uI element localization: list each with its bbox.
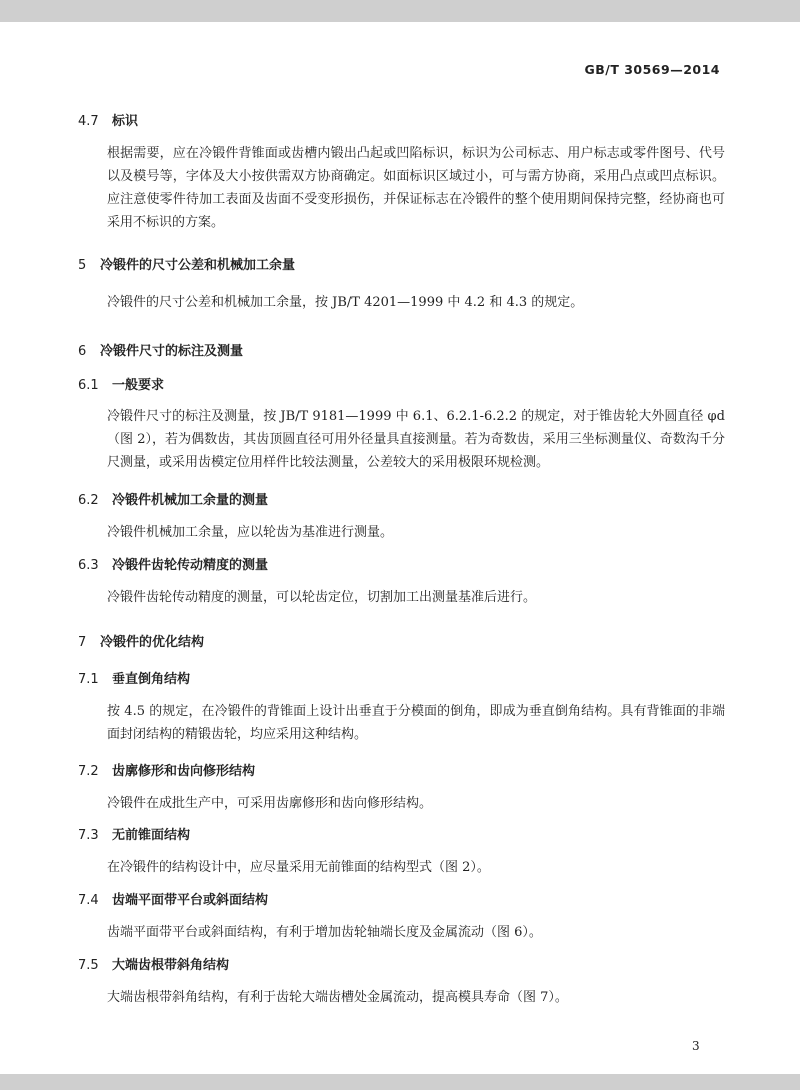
- section-7-heading: [78, 631, 204, 650]
- section-number: 7.1: [78, 672, 99, 687]
- section-title: 标识: [112, 114, 139, 129]
- section-5-body: 冷锻件的尺寸公差和机械加工余量，按 JB/T 4201—1999 中 4.2 和 4.3 的规定。: [107, 295, 584, 310]
- section-title: 冷锻件机械加工余量的测量: [112, 493, 269, 508]
- section-7-1-body: 按 4.5 的规定，在冷锻件的背锥面上设计出垂直于分模面的倒角，即成为垂直倒角结构。具有背锥面的非端面封闭结构的精锻齿轮，均应采用这种结构。: [107, 704, 725, 742]
- section-6-3-body: 冷锻件齿轮传动精度的测量，可以轮齿定位，切割加工出测量基准后进行。: [107, 590, 537, 605]
- section-title: 冷锻件尺寸的标注及测量: [100, 344, 244, 359]
- section-title: 冷锻件的优化结构: [100, 635, 205, 650]
- section-4-7-heading: [78, 110, 138, 129]
- section-6-1-body: 冷锻件尺寸的标注及测量，按 JB/T 9181—1999 中 6.1、6.2.1-6.2.2 的规定，对于锥齿轮大外圆直径 φd（图 2），若为偶数齿，其齿顶圆直径可用外径量具直接测量。若为奇数齿，采用三坐标测量仪、奇数沟千分尺测量，或采用齿模定位用样件比较法测量，公差较大的采用极限环规检测。: [107, 409, 725, 470]
- section-7-2-heading: [78, 760, 255, 779]
- section-7-2-body: 冷锻件在成批生产中，可采用齿廓修形和齿向修形结构。: [107, 796, 433, 811]
- section-7-4-body: 齿端平面带平台或斜面结构，有利于增加齿轮轴端长度及金属流动（图 6）。: [107, 925, 542, 940]
- section-7-4-heading: [78, 889, 268, 908]
- section-7-5-body: 大端齿根带斜角结构，有利于齿轮大端齿槽处金属流动，提高模具寿命（图 7）。: [107, 990, 568, 1005]
- section-5-heading: [78, 254, 295, 273]
- section-title: 冷锻件的尺寸公差和机械加工余量: [100, 258, 296, 273]
- section-6-2-body: 冷锻件机械加工余量，应以轮齿为基准进行测量。: [107, 525, 394, 540]
- section-title: 垂直倒角结构: [112, 672, 191, 687]
- section-title: 无前锥面结构: [112, 828, 191, 843]
- section-title: 大端齿根带斜角结构: [112, 958, 230, 973]
- standard-number: GB/T 30569—2014: [584, 62, 720, 77]
- section-number: 6.3: [78, 558, 99, 573]
- section-6-1-heading: [78, 374, 164, 393]
- section-7-3-heading: [78, 824, 190, 843]
- section-4-7-body: 根据需要，应在冷锻件背锥面或齿槽内锻出凸起或凹陷标识，标识为公司标志、用户标志或零件图号、代号以及模号等，字体及大小按供需双方协商确定。如面标识区域过小，可与需方协商，采用凸点或凹点标识。应注意使零件待加工表面及齿面不受变形损伤，并保证标志在冷锻件的整个使用期间保持完整，经协商也可采用不标识的方案。: [107, 146, 725, 230]
- section-7-1-heading: [78, 668, 190, 687]
- section-number: 6.1: [78, 378, 99, 393]
- section-title: 齿端平面带平台或斜面结构: [112, 893, 269, 908]
- section-number: 6.2: [78, 493, 99, 508]
- section-title: 冷锻件齿轮传动精度的测量: [112, 558, 269, 573]
- document-page: [0, 22, 800, 1074]
- top-scan-band: [0, 0, 800, 22]
- section-6-2-heading: [78, 489, 268, 508]
- bottom-scan-band: [0, 1074, 800, 1090]
- section-number: 4.7: [78, 114, 99, 129]
- section-number: 7.2: [78, 764, 99, 779]
- page-number: 3: [692, 1039, 700, 1053]
- section-7-3-body: 在冷锻件的结构设计中，应尽量采用无前锥面的结构型式（图 2）。: [107, 860, 490, 875]
- section-number: 6: [78, 344, 87, 359]
- section-6-heading: [78, 340, 243, 359]
- section-title: 一般要求: [112, 378, 165, 393]
- section-number: 5: [78, 258, 87, 273]
- section-number: 7: [78, 635, 87, 650]
- section-number: 7.3: [78, 828, 99, 843]
- section-7-5-heading: [78, 954, 229, 973]
- section-number: 7.5: [78, 958, 99, 973]
- section-number: 7.4: [78, 893, 99, 908]
- section-title: 齿廓修形和齿向修形结构: [112, 764, 256, 779]
- section-6-3-heading: [78, 554, 268, 573]
